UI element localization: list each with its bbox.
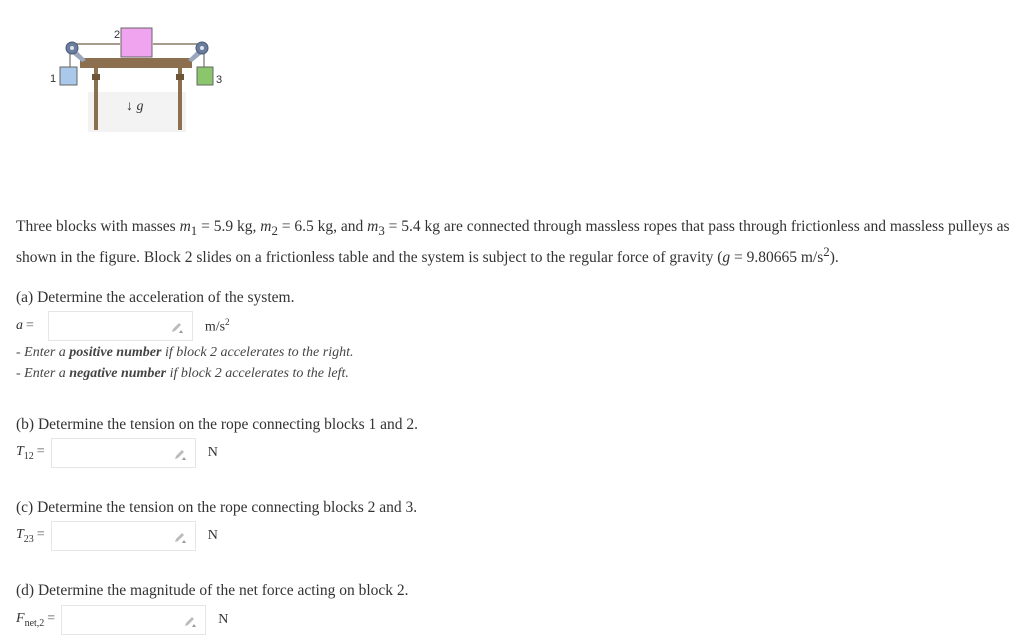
gravity-label: ↓ g⃗	[126, 99, 155, 114]
answer-b-input[interactable]	[51, 438, 196, 468]
block-2	[121, 28, 152, 57]
block-2-label: 2	[114, 29, 121, 41]
answer-row-a	[16, 310, 230, 342]
pencil-icon[interactable]	[173, 447, 187, 461]
answer-c-unit: N	[207, 528, 218, 543]
pulley-right	[188, 42, 208, 62]
answer-d-unit: N	[218, 612, 229, 627]
question-d: (d) Determine the magnitude of the net force acting on block 2.	[16, 582, 409, 599]
block-3	[197, 67, 213, 85]
answer-row-c	[16, 520, 218, 552]
answer-row-b	[16, 437, 218, 469]
hint-negative: - Enter a negative number if block 2 accelerates to the left.	[16, 366, 349, 381]
problem-statement: Three blocks with masses $m_1 = 5.9$ kg, $m_2 = 6.5$ kg, and $m_3 = 5.4$ kg are connected through massless ropes that pass through frictionless and massless pulleys as shown in the figure. Block 2 slides on a frictionless table and the system is subject to the regular force of gravity (g = 9.80665 $m/s^2$).	[16, 218, 1010, 267]
block-3-label: 3	[216, 74, 223, 86]
answer-a-label: a =	[16, 318, 34, 333]
answer-d-input[interactable]	[61, 605, 206, 635]
question-a: (a) Determine the acceleration of the system.	[16, 289, 295, 306]
block-1	[60, 67, 77, 85]
answer-a-unit: $m/s^2$	[204, 316, 230, 335]
question-b: (b) Determine the tension on the rope connecting blocks 1 and 2.	[16, 416, 419, 433]
pulley-figure	[48, 22, 226, 134]
answer-c-label: $T_{23}$ =	[16, 527, 45, 545]
answer-b-label: $T_{12}$ =	[16, 444, 45, 462]
pulley-left	[66, 42, 86, 62]
answer-d-label: $F_{net,2}$ =	[16, 611, 56, 629]
answer-row-d	[16, 604, 228, 636]
question-c: (c) Determine the tension on the rope connecting blocks 2 and 3.	[16, 499, 418, 516]
block-1-label: 1	[50, 73, 57, 85]
pencil-icon[interactable]	[170, 320, 184, 334]
answer-a-input[interactable]	[48, 311, 193, 341]
answer-c-input[interactable]	[51, 521, 196, 551]
pencil-icon[interactable]	[183, 614, 197, 628]
hint-positive: - Enter a positive number if block 2 accelerates to the right.	[16, 345, 354, 360]
table-top	[80, 58, 192, 68]
pencil-icon[interactable]	[173, 530, 187, 544]
answer-b-unit: N	[207, 445, 218, 460]
